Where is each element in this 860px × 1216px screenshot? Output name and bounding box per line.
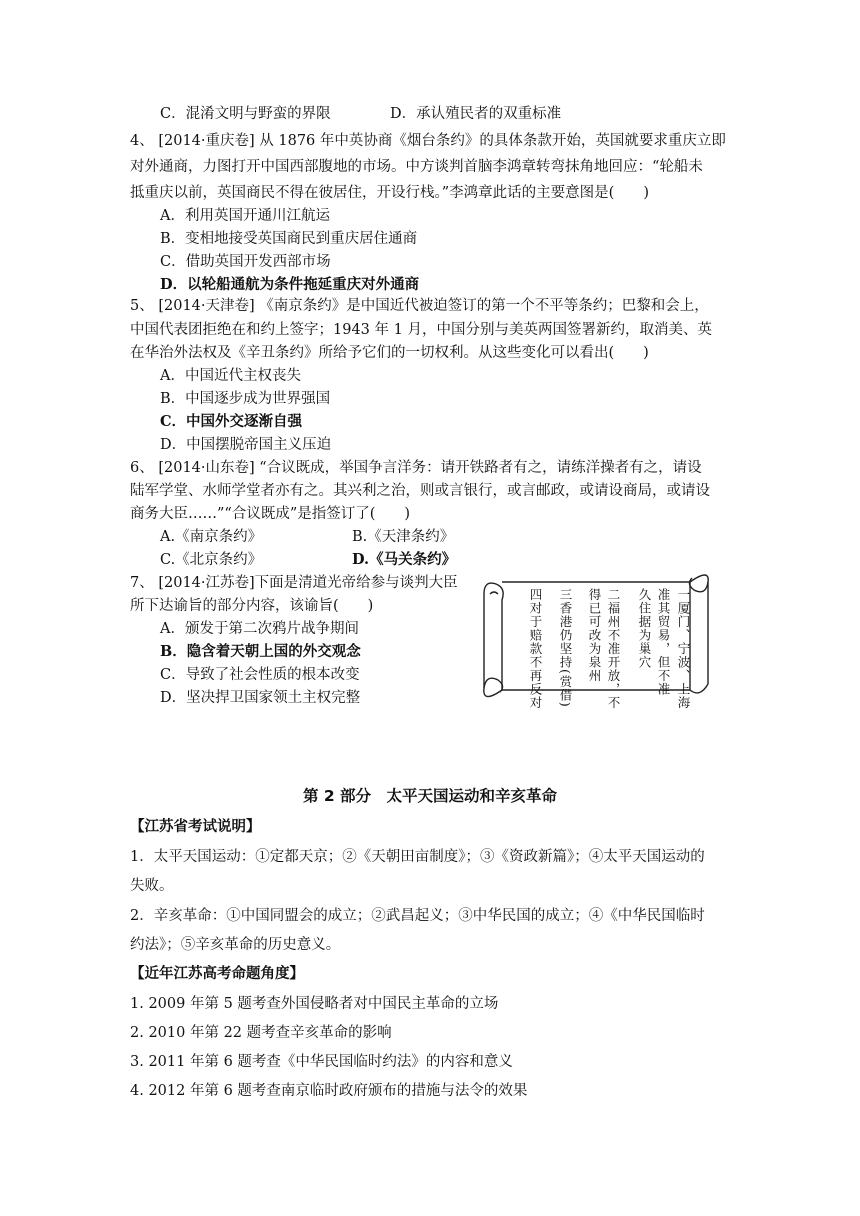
edict-column-5: 得已可改为泉州 (587, 588, 602, 683)
q6-option-d-answer: D.《马关条约》 (352, 551, 457, 568)
exam-item-1-line: 1．太平天国运动：①定都天京；②《天朝田亩制度》；③《资政新篇》；④太平天国运动的 (130, 849, 705, 865)
exam-description-header: 【江苏省考试说明】 (130, 819, 261, 835)
q7-option-d: D．坚决捍卫国家领土主权完整 (160, 690, 361, 706)
q7-stem-line: 所下达谕旨的部分内容，该谕旨( ) (130, 598, 374, 614)
q7-option-a: A．颁发于第二次鸦片战争期间 (160, 621, 359, 637)
q4-option-a: A．利用英国开通川江航运 (160, 208, 330, 224)
q3-option-d: D．承认殖民者的双重标准 (390, 106, 562, 122)
recent-exam-item: 1. 2009 年第 5 题考查外国侵略者对中国民主革命的立场 (130, 996, 499, 1012)
q6-stem-line: 陆军学堂、水师学堂者亦有之。其兴利之治，则或言银行，或言邮政，或请设商局，或请设 (130, 483, 710, 499)
q7-stem-line: 7、 [2014·江苏卷]下面是清道光帝给参与谈判大臣 (130, 575, 458, 591)
edict-column-4: 二福州不准开放，不 (606, 588, 621, 710)
q5-stem-line: 中国代表团拒绝在和约上签字；1943 年 1 月，中国分别与美英两国签署新约，取消美、英 (130, 322, 712, 338)
edict-scroll-figure (480, 560, 720, 710)
edict-column-2: 准其贸易，但不准 (656, 588, 671, 696)
q5-option-b: B．中国逐步成为世界强国 (160, 391, 331, 407)
recent-exam-item: 4. 2012 年第 6 题考查南京临时政府颁布的措施与法令的效果 (130, 1083, 528, 1099)
recent-exam-item: 3. 2011 年第 6 题考查《中华民国临时约法》的内容和意义 (130, 1054, 513, 1070)
q4-option-b: B．变相地接受英国商民到重庆居住通商 (160, 231, 418, 247)
q6-stem-line: 6、 [2014·山东卷] “合议既成，举国争言洋务：请开铁路者有之，请练洋操者有之，请设 (130, 460, 702, 476)
q4-stem-line: 4、 [2014·重庆卷] 从 1876 年中英协商《烟台条约》的具体条款开始，英国就要求重庆立即 (130, 133, 726, 149)
edict-column-3: 久住据为巢穴 (637, 588, 652, 669)
edict-column-1: 一厦门、宁波、上海 (676, 588, 691, 710)
recent-exam-item: 2. 2010 年第 22 题考查辛亥革命的影响 (130, 1025, 392, 1041)
recent-exam-header: 【近年江苏高考命题角度】 (130, 966, 304, 982)
q5-option-d: D．中国摆脱帝国主义压迫 (160, 437, 332, 453)
exam-item-2-line: 2．辛亥革命：①中国同盟会的成立；②武昌起义；③中华民国的成立；④《中华民国临时 (130, 908, 705, 924)
q4-stem-line: 抵重庆以前，英国商民不得在彼居住，开设行栈。”李鸿章此话的主要意图是( ) (130, 185, 649, 201)
q7-option-c: C．导致了社会性质的根本改变 (160, 667, 360, 683)
q6-option-b: B.《天津条约》 (352, 529, 455, 545)
q5-stem-line: 在华治外法权及《辛丑条约》所给予它们的一切权利。从这些变化可以看出( ) (130, 345, 649, 361)
q3-option-c: C．混淆文明与野蛮的界限 (160, 106, 331, 122)
section-title: 第 2 部分 太平天国运动和辛亥革命 (302, 787, 558, 805)
edict-column-7: 四对于赔款不再反对 (528, 588, 543, 710)
edict-column-6: 三香港仍坚持(赏借) (558, 588, 573, 708)
q5-option-a: A．中国近代主权丧失 (160, 368, 301, 384)
q4-option-c: C．借助英国开发西部市场 (160, 254, 331, 270)
q6-option-c: C.《北京条约》 (160, 552, 263, 568)
exam-item-2-line: 约法》；⑤辛亥革命的历史意义。 (130, 937, 341, 953)
q6-option-a: A.《南京条约》 (160, 529, 263, 545)
q7-option-b-answer: B．隐含着天朝上国的外交观念 (160, 643, 361, 660)
q5-stem-line: 5、 [2014·天津卷] 《南京条约》是中国近代被迫签订的第一个不平等条约；巴黎和会上， (130, 298, 709, 314)
q5-option-c-answer: C．中国外交逐渐自强 (160, 413, 303, 430)
q6-stem-line: 商务大臣……”“合议既成”是指签订了( ) (130, 506, 411, 522)
exam-item-1-line: 失败。 (130, 878, 174, 894)
q4-option-d-answer: D．以轮船通航为条件拖延重庆对外通商 (160, 276, 420, 293)
q4-stem-line: 对外通商，力图打开中国西部腹地的市场。中方谈判首脑李鸿章转弯抹角地回应：“轮船未 (130, 159, 703, 175)
